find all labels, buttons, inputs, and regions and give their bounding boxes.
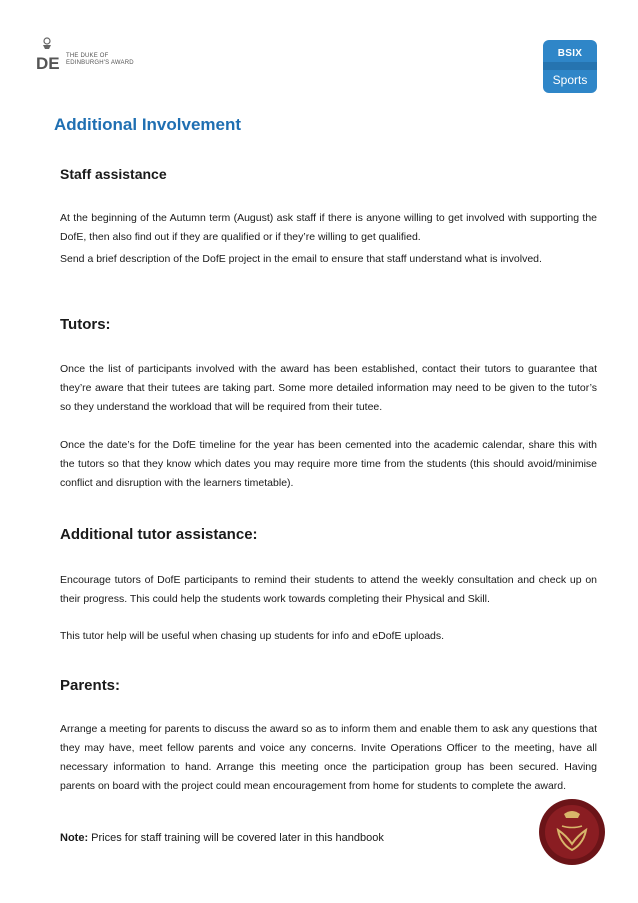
page-title: Additional Involvement (54, 115, 242, 134)
note-line (60, 832, 384, 844)
note-text: Prices for staff training will be covered later in this handbook (88, 832, 384, 844)
additional-tutor-paragraph-2: This tutor help will be useful when chasing up students for info and eDofE uploads. (60, 630, 445, 642)
bsix-sub-text: Sports (552, 73, 588, 87)
parents-heading: Parents: (60, 677, 121, 694)
note-label: Note: (60, 832, 89, 844)
dofe-crest-badge (538, 798, 606, 866)
dofe-org-line2: EDINBURGH'S AWARD (66, 60, 134, 66)
tutors-paragraph-2: Once the date’s for the DofE timeline for the year has been cemented into the academic calendar, share this with the tutors so that they know which dates you may require more time from the students (this should avoid/minimise conflict and disruption with the learners timetable). (60, 439, 597, 489)
svg-text:DE: DE (36, 54, 60, 73)
logo-stripe (543, 62, 597, 70)
dofe-crest-icon (35, 36, 65, 76)
additional-tutor-heading: Additional tutor assistance: (60, 526, 258, 543)
additional-tutor-paragraph-1: Encourage tutors of DofE participants to remind their students to attend the weekly consultation and check up on their progress. This could help the students work towards completing their Physical and Skill. (60, 574, 597, 605)
parents-paragraph: Arrange a meeting for parents to discuss the award so as to inform them and enable them to ask any questions that they may have, meet fellow parents and voice any concerns. Invite Operations Officer to the meeting, have all necessary information to hand. Arrange this meeting once the participation group has been secured. Having parents on board with the project could mean encouragement from home for students to complete the award. (60, 723, 597, 792)
dofe-org-line1: THE DUKE OF (66, 53, 109, 59)
staff-assistance-paragraph-2: Send a brief description of the DofE project in the email to ensure that staff understand what is involved. (60, 253, 542, 265)
staff-assistance-paragraph-1: At the beginning of the Autumn term (August) ask staff if there is anyone willing to get involved with supporting the DofE, then also find out if they are qualified or if they’re willing to get qualified. (60, 212, 597, 243)
tutors-paragraph-1: Once the list of participants involved with the award has been established, contact their tutors to guarantee that they’re aware that their tutees are taking part. Some more detailed information may need to be given to the tutor’s so they understand the workload that will be required from their tutee. (60, 363, 597, 413)
dofe-logo (35, 36, 155, 76)
staff-assistance-heading: Staff assistance (60, 166, 167, 182)
bsix-brand-text: BSIX (557, 48, 583, 59)
dofe-org-name (66, 53, 134, 67)
crest-emblem-icon (538, 798, 606, 866)
bsix-sports-logo (543, 40, 597, 93)
tutors-heading: Tutors: (60, 316, 111, 333)
